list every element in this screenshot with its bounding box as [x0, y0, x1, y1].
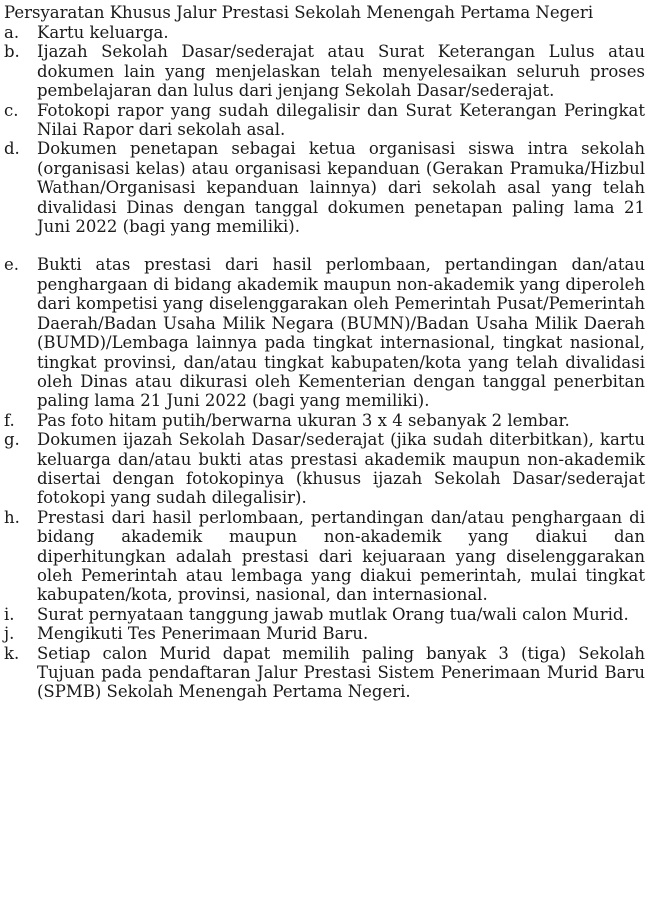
list-item-text: Mengikuti Tes Penerimaan Murid Baru. — [37, 624, 369, 644]
list-item-letter: f. — [4, 410, 15, 430]
list-item — [4, 508, 645, 605]
list-item-letter: j. — [4, 624, 15, 644]
list-item-letter: b. — [4, 42, 20, 62]
list-item — [4, 411, 645, 430]
list-item — [4, 42, 645, 100]
list-item — [4, 101, 645, 140]
list-item-text: Dokumen ijazah Sekolah Dasar/sederajat (jika sudah diterbitkan), kartu keluarga dan/atau bukti atas prestasi akademik maupun non-akademik disertai dengan fotokopinya (khusus ijazah Sekolah Dasar/sederajat fotokopi yang sudah dilegalisir). — [37, 430, 645, 508]
list-item-text: Bukti atas prestasi dari hasil perlombaan, pertandingan dan/atau penghargaan di bidang akademik maupun non-akademik yang diperoleh dari kompetisi yang diselenggarakan oleh Pemerintah Pusat/Pemerintah Daerah/Badan Usaha Milik Negara (BUMN)/Badan Usaha Milik Daerah (BUMD)/Lembaga lainnya pada tingkat internasional, tingkat nasional, tingkat provinsi, dan/atau tingkat kabupaten/kota yang telah divalidasi oleh Dinas atau dikurasi oleh Kementerian dengan tanggal penerbitan paling lama 21 Juni 2022 (bagi yang memiliki). — [37, 255, 645, 411]
list-item-letter: k. — [4, 643, 20, 663]
list-item-text: Setiap calon Murid dapat memilih paling banyak 3 (tiga) Sekolah Tujuan pada pendaftaran Jalur Prestasi Sistem Penerimaan Murid Baru (SPMB) Sekolah Menengah Pertama Negeri. — [37, 643, 645, 702]
list-item — [4, 644, 645, 702]
requirements-list — [4, 23, 645, 702]
list-item — [4, 605, 645, 624]
list-item-letter: d. — [4, 139, 20, 159]
list-item-text: Prestasi dari hasil perlombaan, pertandingan dan/atau penghargaan di bidang akademik maupun non-akademik yang diakui dan diperhitungkan adalah prestasi dari kejuaraan yang diselenggarakan oleh Pemerintah atau lembaga yang diakui pemerintah, mulai tingkat kabupaten/kota, provinsi, nasional, dan internasional. — [37, 507, 645, 605]
list-item-letter: i. — [4, 604, 15, 624]
list-item — [4, 139, 645, 236]
list-item — [4, 430, 645, 508]
list-item-letter: e. — [4, 255, 20, 275]
list-item-letter: g. — [4, 430, 20, 450]
list-item-letter: a. — [4, 23, 20, 42]
list-item-letter: c. — [4, 100, 19, 120]
list-item-text: Surat pernyataan tanggung jawab mutlak Orang tua/wali calon Murid. — [37, 604, 629, 624]
document-page — [4, 2, 645, 702]
list-item-text: Fotokopi rapor yang sudah dilegalisir dan Surat Keterangan Peringkat Nilai Rapor dari sekolah asal. — [37, 100, 645, 140]
list-item — [4, 23, 645, 42]
list-item-text: Kartu keluarga. — [37, 23, 169, 42]
document-title: Persyaratan Khusus Jalur Prestasi Sekolah Menengah Pertama Negeri — [4, 3, 594, 22]
list-item-letter: h. — [4, 507, 20, 527]
list-item — [4, 255, 645, 410]
list-item — [4, 624, 645, 643]
list-item-text: Dokumen penetapan sebagai ketua organisasi siswa intra sekolah (organisasi kelas) atau organisasi kepanduan (Gerakan Pramuka/Hizbul Wathan/Organisasi kepanduan lainnya) dari sekolah asal yang telah divalidasi Dinas dengan tanggal dokumen penetapan paling lama 21 Juni 2022 (bagi yang memiliki). — [37, 139, 645, 237]
list-item-text: Ijazah Sekolah Dasar/sederajat atau Surat Keterangan Lulus atau dokumen lain yang menjelaskan telah menyelesaikan seluruh proses pembelajaran dan lulus dari jenjang Sekolah Dasar/sederajat. — [37, 42, 645, 101]
list-item-text: Pas foto hitam putih/berwarna ukuran 3 x 4 sebanyak 2 lembar. — [37, 410, 570, 430]
